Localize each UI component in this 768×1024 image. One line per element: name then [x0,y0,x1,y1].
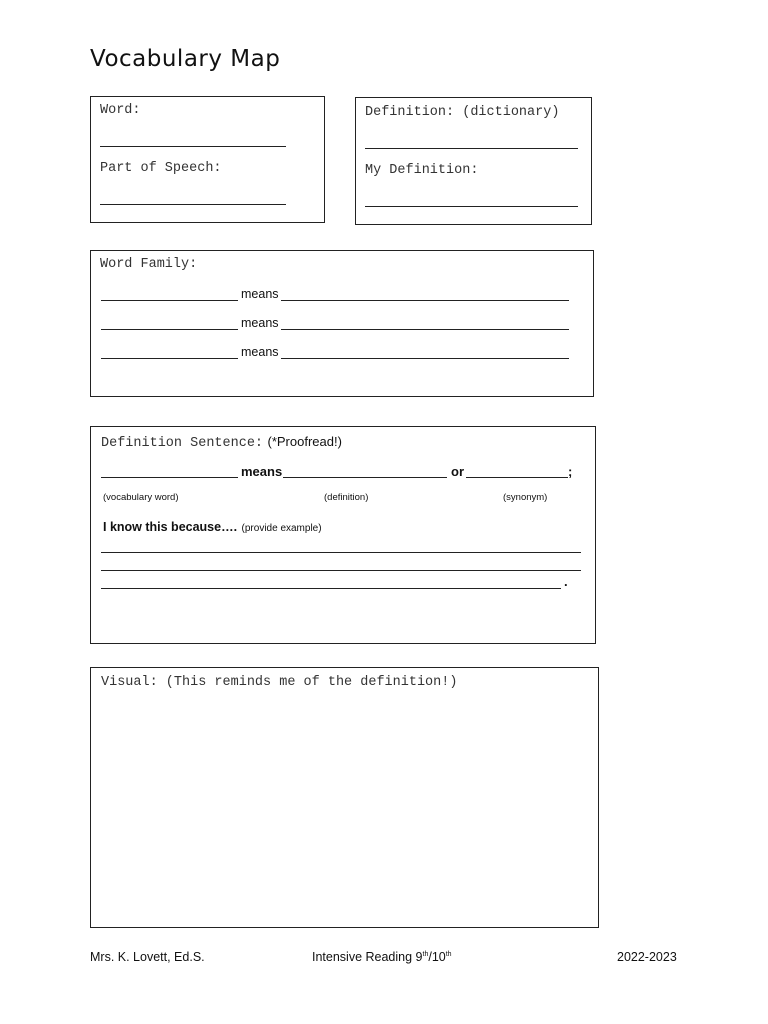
vocab-word-caption: (vocabulary word) [103,492,179,503]
family-meaning-blank-1[interactable] [281,300,569,301]
definition-caption: (definition) [324,492,369,503]
sentence-definition-blank[interactable] [283,477,447,478]
sentence-synonym-blank[interactable] [466,477,568,478]
example-period: . [564,574,568,589]
part-of-speech-blank[interactable] [100,204,286,205]
sentence-semicolon: ; [568,464,573,479]
example-blank-1[interactable] [101,552,581,553]
know-this-line [103,518,322,536]
footer-course-sup1: th [422,950,429,958]
footer-course [312,950,452,964]
family-word-blank-2[interactable] [101,329,238,330]
my-definition-label: My Definition: [365,163,479,178]
visual-box[interactable] [90,667,599,928]
means-text-3: means [241,345,279,359]
provide-example-note: (provide example) [241,523,322,534]
word-family-label: Word Family: [100,257,198,272]
example-blank-3[interactable] [101,588,561,589]
sentence-vocab-blank[interactable] [101,477,238,478]
family-word-blank-3[interactable] [101,358,238,359]
example-blank-2[interactable] [101,570,581,571]
definition-sentence-label: Definition Sentence: [101,436,264,451]
footer-year: 2022-2023 [617,950,677,964]
footer-course-prefix: Intensive Reading 9 [312,950,423,964]
definition-sentence-box [90,426,596,644]
visual-label: Visual: (This reminds me of the definition!) [101,675,458,690]
definition-label: Definition: (dictionary) [365,105,560,120]
word-label: Word: [100,103,141,118]
word-blank[interactable] [100,146,286,147]
definition-box [355,97,592,225]
family-meaning-blank-2[interactable] [281,329,569,330]
my-definition-blank[interactable] [365,206,578,207]
word-family-box [90,250,594,397]
means-text-1: means [241,287,279,301]
family-meaning-blank-3[interactable] [281,358,569,359]
page-title: Vocabulary Map [90,46,281,72]
definition-sentence-heading [101,433,342,451]
word-box [90,96,325,223]
proofread-note: (*Proofread!) [267,434,342,449]
sentence-means-text: means [241,464,283,479]
know-this-text: I know this because…. [103,520,238,534]
footer-course-sup2: th [445,950,452,958]
part-of-speech-label: Part of Speech: [100,161,222,176]
sentence-or-text: or [451,464,464,479]
family-word-blank-1[interactable] [101,300,238,301]
synonym-caption: (synonym) [503,492,548,503]
definition-blank[interactable] [365,148,578,149]
footer-author: Mrs. K. Lovett, Ed.S. [90,950,205,964]
means-text-2: means [241,316,279,330]
footer-course-slash: /10 [428,950,446,964]
